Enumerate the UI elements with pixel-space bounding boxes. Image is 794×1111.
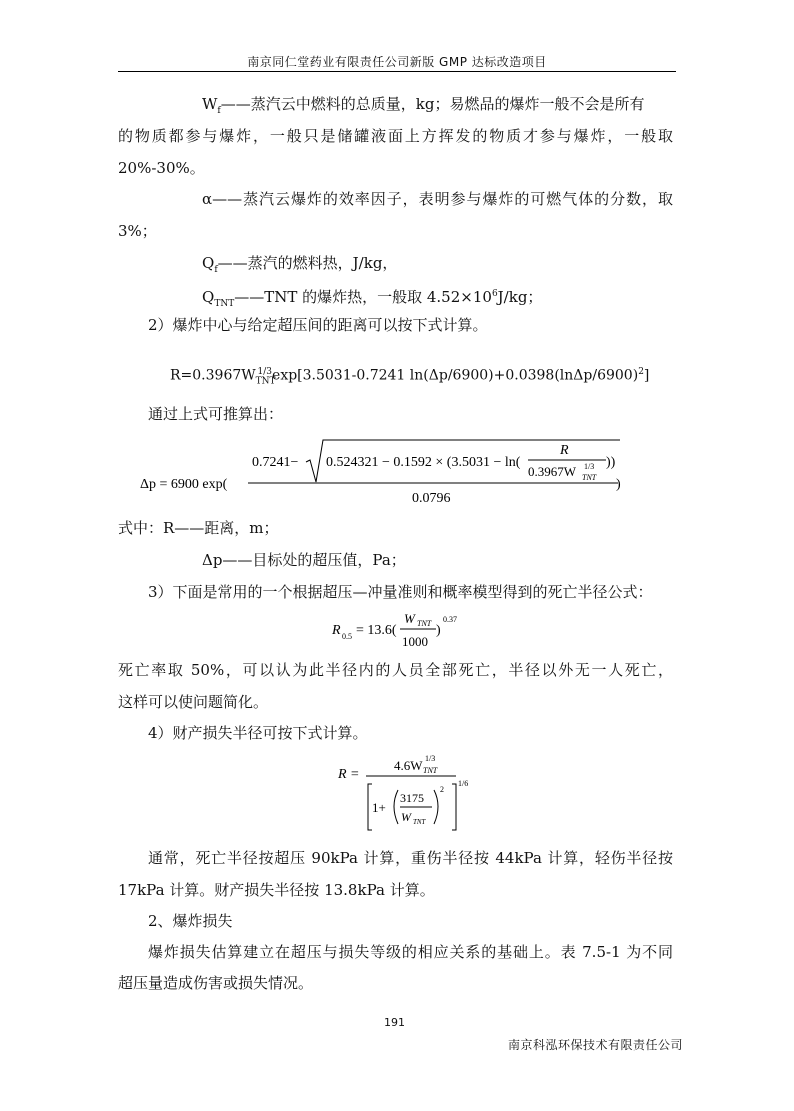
f2-frac-den-sub: TNT bbox=[582, 473, 597, 482]
f4-inner-num: 3175 bbox=[400, 791, 424, 805]
f2-num-b: 0.524321 − 0.1592 × (3.5031 − ln( bbox=[326, 455, 521, 470]
f1-sub: TNT bbox=[255, 376, 276, 387]
f3-eq: = 13.6( bbox=[356, 623, 397, 638]
f3-num-sub: TNT bbox=[417, 619, 432, 628]
qf-definition bbox=[202, 253, 397, 280]
qtnt-sub: TNT bbox=[214, 299, 235, 309]
item-2-heading: 2）爆炸中心与给定超压间的距离可以按下式计算。 bbox=[148, 316, 488, 334]
wf-symbol: W bbox=[202, 95, 218, 113]
f3-exp: 0.37 bbox=[443, 615, 457, 624]
alpha-definition-line1: α——蒸汽云爆炸的效率因子，表明参与爆炸的可燃气体的分数，取 bbox=[202, 190, 673, 208]
death-radius-formula bbox=[326, 608, 486, 656]
page-number: 191 bbox=[384, 1016, 405, 1029]
loss-line1: 爆炸损失估算建立在超压与损失等级的相应关系的基础上。表 7.5-1 为不同 bbox=[148, 943, 673, 961]
wf-definition-line3: 20%-30%。 bbox=[118, 159, 205, 177]
f3-lhs-sub: 0.5 bbox=[342, 632, 352, 641]
qf-text: ——蒸汽的燃料热，J/kg， bbox=[217, 254, 398, 272]
f2-num-a: 0.7241− bbox=[252, 455, 299, 470]
f3-lhs: R bbox=[332, 623, 341, 638]
f1-lead: R=0.3967W bbox=[170, 367, 256, 384]
qtnt-definition bbox=[202, 284, 542, 314]
alpha-definition-line2: 3%； bbox=[118, 222, 157, 240]
wf-sub: f bbox=[217, 106, 221, 116]
section-2-heading: 2、爆炸损失 bbox=[148, 912, 233, 930]
f4-inner-den: W bbox=[401, 810, 411, 824]
death-rate-line1: 死亡率取 50%，可以认为此半径内的人员全部死亡，半径以外无一人死亡， bbox=[118, 661, 673, 679]
item-3-heading: 3）下面是常用的一个根据超压—冲量准则和概率模型得到的死亡半径公式： bbox=[148, 583, 653, 601]
derive-text: 通过上式可推算出： bbox=[148, 405, 284, 423]
f2-frac-num: R bbox=[560, 443, 569, 458]
f1-sup2: 2 bbox=[638, 367, 644, 377]
f3-num: W bbox=[404, 611, 415, 626]
f2-frac-den: 0.3967W bbox=[528, 464, 577, 479]
f4-num-sup: 1/3 bbox=[425, 754, 436, 763]
f1-close: ] bbox=[643, 367, 650, 384]
wf-text: ——蒸汽云中燃料的总质量，kg；易燃品的爆炸一般不会是所有 bbox=[220, 95, 645, 113]
f4-left-paren bbox=[394, 790, 398, 824]
f4-num-sub: TNT bbox=[423, 766, 438, 775]
wf-definition-line2: 的物质都参与爆炸，一般只是储罐液面上方挥发的物质才参与爆炸，一般取 bbox=[118, 127, 673, 145]
f3-close: ) bbox=[436, 623, 441, 638]
f2-frac-den-sup: 1/3 bbox=[584, 462, 595, 471]
footer-company: 南京科泓环保技术有限责任公司 bbox=[508, 1038, 684, 1052]
qtnt-text: ——TNT 的爆炸热，一般取 4.52×10 bbox=[234, 288, 492, 306]
page-header: 南京同仁堂药业有限责任公司新版 GMP 达标改造项目 bbox=[247, 55, 547, 69]
f1-sup: 1/3 bbox=[257, 367, 273, 377]
where-line2: Δp——目标处的超压值，Pa； bbox=[202, 551, 406, 569]
qtnt-symbol: Q bbox=[202, 288, 215, 306]
f2-num-close: )) bbox=[606, 455, 616, 470]
f1-rest: exp[3.5031-0.7241 ln(Δp/6900)+0.0398(lnΔp/6900) bbox=[272, 367, 639, 384]
f2-close: ) bbox=[616, 477, 621, 492]
qtnt-tail: J/kg； bbox=[497, 288, 543, 306]
usual-line1: 通常，死亡半径按超压 90kPa 计算，重伤半径按 44kPa 计算，轻伤半径按 bbox=[148, 849, 673, 867]
f3-den: 1000 bbox=[402, 634, 428, 649]
f4-right-bracket bbox=[452, 784, 456, 830]
item-4-heading: 4）财产损失半径可按下式计算。 bbox=[148, 724, 368, 742]
f4-inner-sup: 2 bbox=[440, 785, 444, 794]
f2-lhs: Δp = 6900 exp( bbox=[140, 477, 228, 492]
f2-den: 0.0796 bbox=[412, 491, 451, 506]
wf-definition-line1 bbox=[202, 94, 644, 121]
death-rate-line2: 这样可以使问题简化。 bbox=[118, 693, 269, 711]
header-divider bbox=[118, 71, 676, 72]
qf-symbol: Q bbox=[202, 254, 215, 272]
distance-formula bbox=[170, 362, 649, 391]
f4-one: 1+ bbox=[372, 800, 386, 815]
usual-line2: 17kPa 计算。财产损失半径按 13.8kPa 计算。 bbox=[118, 881, 435, 899]
qtnt-sup: 6 bbox=[491, 289, 498, 299]
loss-line2: 超压量造成伤害或损失情况。 bbox=[118, 974, 314, 992]
f4-right-paren bbox=[434, 790, 438, 824]
f4-outer-sup: 1/6 bbox=[458, 779, 469, 788]
qf-sub: f bbox=[214, 265, 218, 275]
property-loss-formula bbox=[334, 748, 484, 838]
f4-num: 4.6W bbox=[394, 758, 423, 773]
overpressure-formula bbox=[140, 436, 660, 508]
f4-lhs: R = bbox=[338, 767, 360, 782]
f4-inner-den-sub: TNT bbox=[413, 818, 426, 826]
where-line1: 式中：R——距离，m； bbox=[118, 519, 279, 537]
